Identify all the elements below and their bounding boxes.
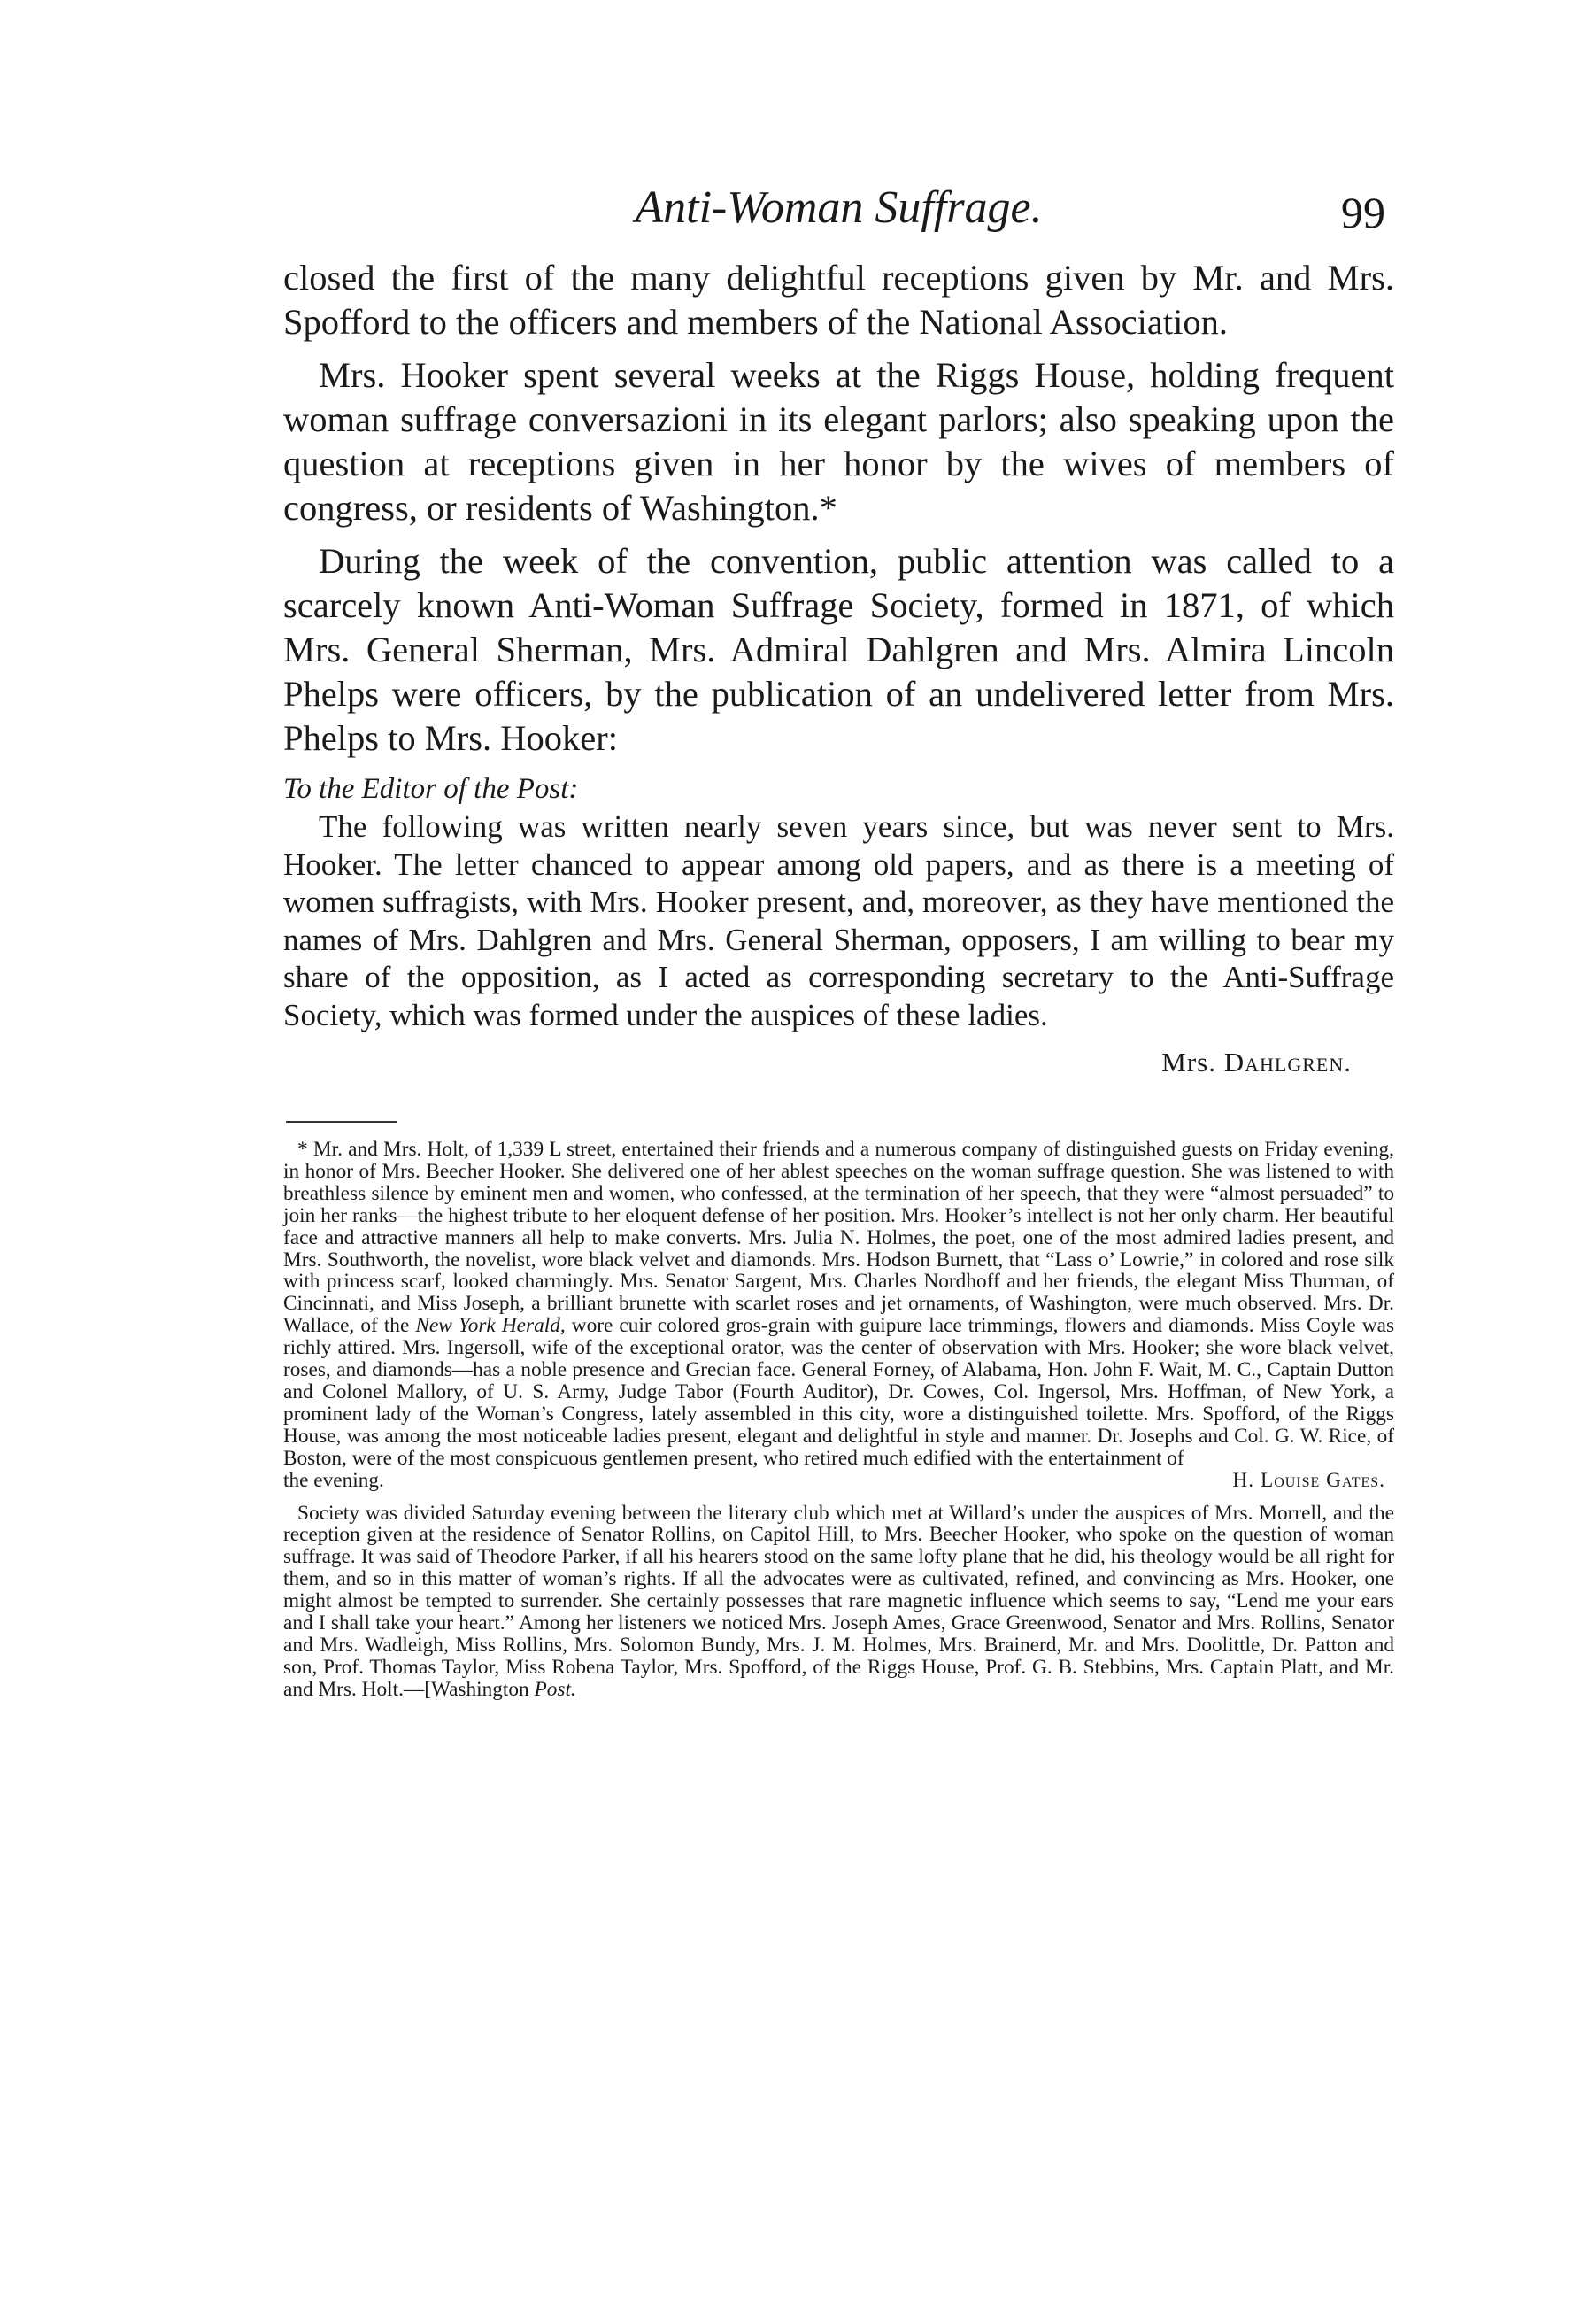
paragraph: Mrs. Hooker spent several weeks at the Riggs House, holding frequent woman suffrage conversazioni in its elegant parlors; also speaking upon the question at receptions given in her honor by the wives of members of congress, or residents of Washington.* [283, 355, 1394, 528]
letter-signature [283, 1041, 1394, 1084]
signature-prefix: Mrs. [1161, 1047, 1216, 1078]
footnote-text: wore cuir colored gros-grain with guipure lace trimmings, flowers and diamonds. Miss Coyle was richly attired. Mrs. Ingersoll, wife of the exceptional orator, was the center of observation with Mrs. Hooker; she wore black velvet, roses, and diamonds—has a noble presence and Grecian face. General Forney, of Alabama, Hon. John F. Wait, M. C., Captain Dutton and Colonel Mallory, of U. S. Army, Judge Tabor (Fourth Auditor), Dr. Cowes, Col. Ingersol, Mrs. Hoffman, of New York, a prominent lady of the Woman’s Congress, lately assembled in this city, wore a distinguished toilette. Mrs. Spofford, of the Riggs House, was among the most noticeable ladies present, elegant and delightful in style and manner. Dr. Josephs and Col. G. W. Rice, of Boston, were of the most conspicuous gentlemen present, who retired much edified with the entertainment of [283, 1314, 1395, 1470]
newspaper-title: New York Herald, [415, 1314, 566, 1338]
footnote-text: Society was divided Saturday evening between the literary club which met at Willard’s under the auspices of Mrs. Morrell, and the reception given at the residence of Senator Rollins, on Capitol Hill, to Mrs. Beecher Hooker, who spoke on the question of woman suffrage. It was said of Theodore Parker, if all his hearers stood on the same lofty plane that he did, his theology would be all right for them, and so in this matter of woman’s rights. If all the advocates were as cultivated, refined, and convincing as Mrs. Hooker, one might almost be tempted to surrender. She certainly possesses that rare magnetic influence which seems to say, “Lend me your ears and I shall take your heart.” Among her listeners we noticed Mrs. Joseph Ames, Grace Greenwood, Senator and Mrs. Rollins, Senator and Mrs. Wadleigh, Miss Rollins, Mrs. Solomon Bundy, Mrs. J. M. Holmes, Mrs. Brainerd, Mr. and Mrs. Doolittle, Dr. Patton and son, Prof. Thomas Taylor, Miss Robena Taylor, Mrs. Spofford, of the Riggs House, Prof. G. B. Stebbins, Mrs. Captain Platt, and Mr. and Mrs. Holt.—[Washington [283, 1501, 1394, 1701]
footnote-last-line: the evening. [283, 1468, 384, 1492]
newspaper-title: Post. [534, 1677, 576, 1701]
footnote-attribution [283, 1470, 1394, 1492]
running-title: Anti-Woman Suffrage. [635, 182, 1043, 233]
signature-name: Dahlgren. [1223, 1047, 1352, 1078]
footnotes [283, 1139, 1394, 1701]
letter-heading: To the Editor of the Post: [283, 773, 579, 805]
letter-body: The following was written nearly seven years since, but was never sent to Mrs. Hooker. The letter chanced to appear among old papers, and as there is a meeting of women suffragists, with Mrs. Hooker present, and, moreover, as they have mentioned the names of Mrs. Dahlgren and Mrs. General Sherman, opposers, I am willing to bear my share of the opposition, as I acted as corresponding secretary to the Anti-Suffrage Society, which was formed under the auspices of these ladies. [283, 809, 1394, 1032]
footnote-text: * Mr. and Mrs. Holt, of 1,339 L street, entertained their friends and a numerous company of distinguished guests on Friday evening, in honor of Mrs. Beecher Hooker. She delivered one of her ablest speeches on the woman suffrage question. She was listened to with breathless silence by eminent men and women, who confessed, at the termination of her speech, that they were “almost persuaded” to join her ranks—the highest tribute to her eloquent defense of her position. Mrs. Hooker’s intellect is not her only charm. Her beautiful face and attractive manners all help to make converts. Mrs. Julia N. Holmes, the poet, one of the most admired ladies present, and Mrs. Southworth, the novelist, wore black velvet and diamonds. Mrs. Hodson Burnett, that “Lass o’ Lowrie,” in colored and rose silk with princess scarf, looked charmingly. Mrs. Senator Sargent, Mrs. Charles Nordhoff and her friends, the elegant Miss Thurman, of Cincinnati, and Miss Joseph, a brilliant brunette with scarlet roses and jet ornaments, of Washington, were much observed. Mrs. Dr. Wallace, of the [283, 1138, 1394, 1338]
running-head [283, 182, 1394, 243]
footnote [283, 1139, 1394, 1470]
page-number: 99 [1341, 188, 1385, 237]
footnote-signature: H. Louise Gates. [1232, 1468, 1385, 1492]
paragraph: During the week of the convention, public attention was called to a scarcely known Anti-Woman Suffrage Society, formed in 1871, of which Mrs. General Sherman, Mrs. Admiral Dahlgren and Mrs. Almira Lincoln Phelps were officers, by the publication of an undelivered letter from Mrs. Phelps to Mrs. Hooker: [283, 541, 1394, 758]
footnote-rule [286, 1121, 397, 1123]
paragraph: closed the first of the many delightful receptions given by Mr. and Mrs. Spofford to the officers and members of the National Association. [283, 258, 1394, 342]
letter [283, 769, 1394, 1084]
main-text [283, 256, 1394, 761]
footnote-continuation [283, 1503, 1394, 1701]
book-page [283, 182, 1394, 1701]
